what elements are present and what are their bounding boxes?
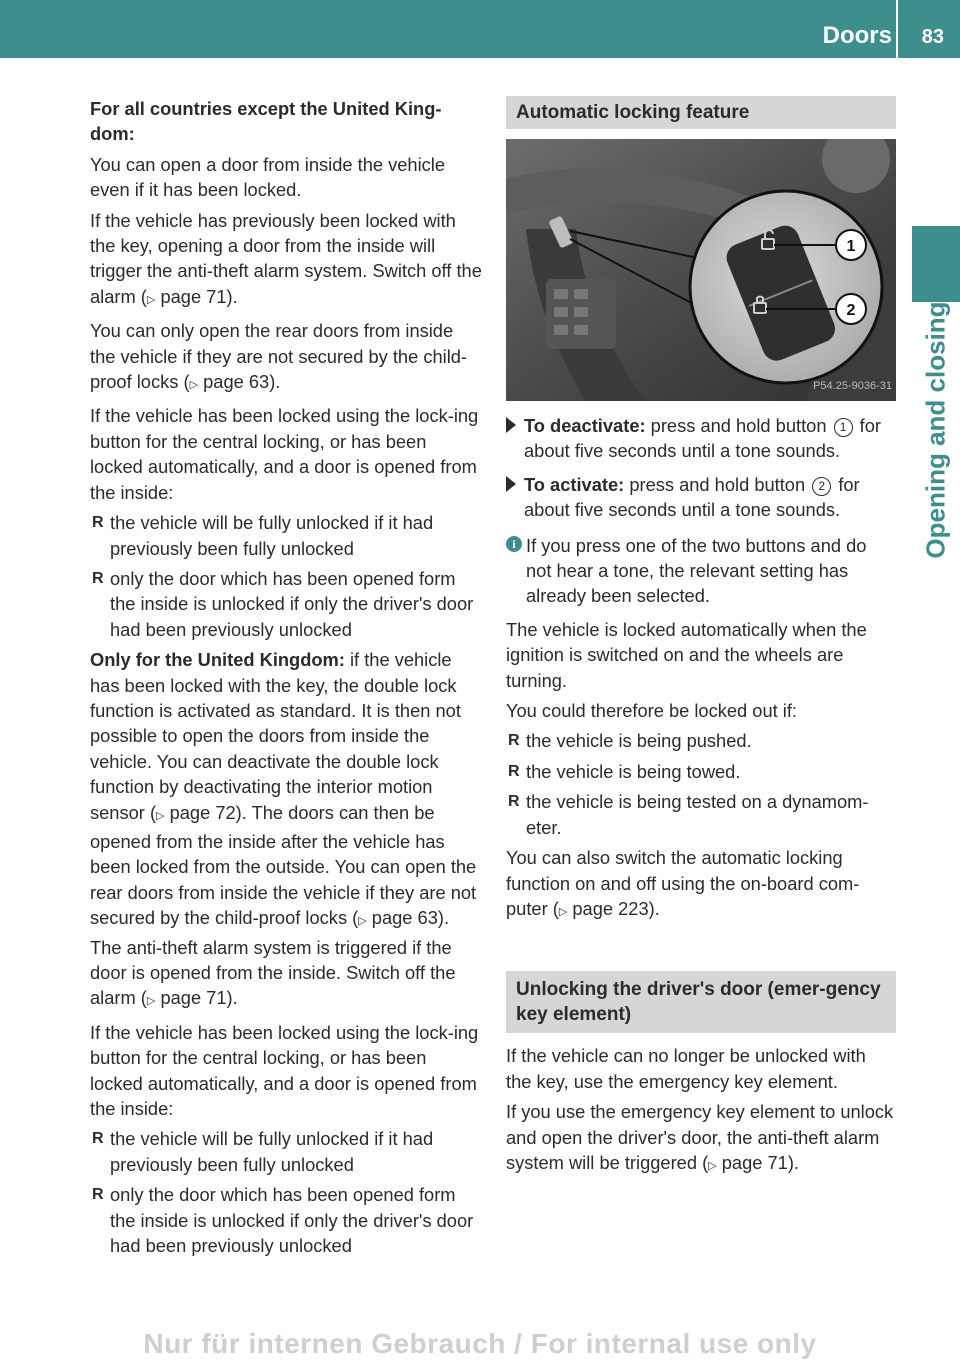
bullet-icon: R (508, 732, 520, 750)
bullet-icon: R (92, 1130, 104, 1148)
header-divider (896, 0, 898, 58)
page-ref-icon: ▷ (146, 293, 156, 306)
list-item: R only the door which has been opened form the inside is unlocked if only the driver's door had been previously unlocked (92, 1184, 474, 1257)
bullet-icon: R (92, 569, 104, 587)
bullet-icon: R (508, 793, 520, 811)
chapter-title: Doors (822, 22, 892, 49)
page-ref-icon: ▷ (708, 1159, 717, 1172)
paragraph: If the vehicle has been locked using the lock-ing button for the central locking, or has been locked automatically, and a door is opened from the inside: (90, 405, 479, 503)
paragraph: If the vehicle has been locked using the lock-ing button for the central locking, or has been locked automatically, and a door is opened from the inside: (90, 1021, 479, 1120)
section-heading: Automatic locking feature (506, 96, 896, 129)
paragraph: If the vehicle can no longer be unlocked with the key, use the emergency key element. (506, 1045, 866, 1092)
list-item: R only the door which has been opened form the inside is unlocked if only the driver's door had been previously unlocked (92, 567, 474, 640)
section-heading: Unlocking the driver's door (emer-gency key element) (506, 971, 896, 1033)
step-item: To deactivate: press and hold button 1 for about five seconds until a tone sounds. (506, 413, 896, 464)
info-note: i If you press one of the two buttons and do not hear a tone, the relevant setting has already been selected. (506, 533, 896, 609)
instruction-steps (506, 413, 896, 523)
bullet-list (90, 1126, 482, 1258)
page-ref-icon: ▷ (156, 809, 165, 822)
list-item: R the vehicle will be fully unlocked if it had previously been fully unlocked (92, 512, 434, 559)
paragraph: You can also switch the automatic locking function on and off using the on-board com-puter (▷ page 223). (506, 847, 860, 919)
door-panel-figure (506, 139, 896, 401)
paragraph: You can open a door from inside the vehicle even if it has been locked. (90, 153, 446, 201)
callout-1: 1 (846, 238, 856, 255)
side-tab (912, 226, 960, 302)
left-column (90, 96, 482, 1263)
right-column (506, 96, 896, 1184)
callout-2: 2 (846, 302, 856, 319)
header-bar (0, 0, 960, 58)
intro-lead: For all countries except the United King-dom: (90, 98, 442, 145)
list-item: R the vehicle is being towed. (506, 759, 896, 784)
paragraph: If the vehicle has previously been locked with the key, opening a door from the inside will trigger the anti-theft alarm system. Switch off the alarm (▷ page 71). (90, 209, 482, 307)
bullet-icon: R (92, 1186, 104, 1204)
paragraph: You can only open the rear doors from inside the vehicle if they are not secured by the child-proof locks (▷ page 63). (90, 320, 468, 393)
bullet-icon: R (508, 762, 520, 780)
list-item: R the vehicle will be fully unlocked if it had previously been fully unlocked (92, 1128, 434, 1175)
bullet-list (90, 510, 482, 642)
page-ref-icon: ▷ (358, 915, 367, 928)
paragraph: If you use the emergency key element to unlock and open the driver's door, the anti-theft alarm system will be triggered (▷ page 71). (506, 1101, 894, 1173)
page-ref-icon: ▷ (146, 995, 156, 1008)
info-icon: i (506, 536, 522, 552)
step-item: To activate: press and hold button 2 for about five seconds until a tone sounds. (506, 472, 896, 523)
step-arrow-icon (506, 476, 516, 492)
bullet-icon: R (92, 514, 104, 532)
page-ref-icon: ▷ (189, 379, 199, 392)
uk-paragraph: Only for the United Kingdom: if the vehicle has been locked with the key, the double lock function is activated as standard. It is then not possible to open the doors from inside the vehicle. You can deactivate the double lock function by deactivating the interior motion sensor (▷ page 72). The doors can then be opened from the inside after the vehicle has been locked from the outside. You can open the rear doors from inside the vehicle if they are not secured by the child-proof locks (▷ page 63). The anti-theft alarm system is triggered if the door is opened from the inside. Switch off the alarm (▷ page 71). (90, 649, 477, 1009)
list-item: R the vehicle is being pushed. (506, 728, 896, 753)
button-number-badge: 1 (834, 418, 853, 437)
side-chapter-label: Opening and closing (920, 301, 951, 559)
door-panel-illustration (506, 139, 896, 401)
bullet-list (506, 728, 896, 840)
list-item: R the vehicle is being tested on a dynamom-eter. (508, 791, 869, 838)
button-number-badge: 2 (812, 477, 831, 496)
page-number: 83 (921, 26, 944, 48)
paragraph: You could therefore be locked out if: (506, 700, 798, 722)
paragraph: The vehicle is locked automatically when the ignition is switched on and the wheels are turning. (506, 618, 867, 691)
figure-code: P54.25-9036-31 (813, 379, 892, 392)
step-arrow-icon (506, 417, 516, 433)
internal-use-watermark: Nur für internen Gebrauch / For internal use only (143, 1328, 817, 1359)
page-ref-icon: ▷ (558, 905, 568, 918)
